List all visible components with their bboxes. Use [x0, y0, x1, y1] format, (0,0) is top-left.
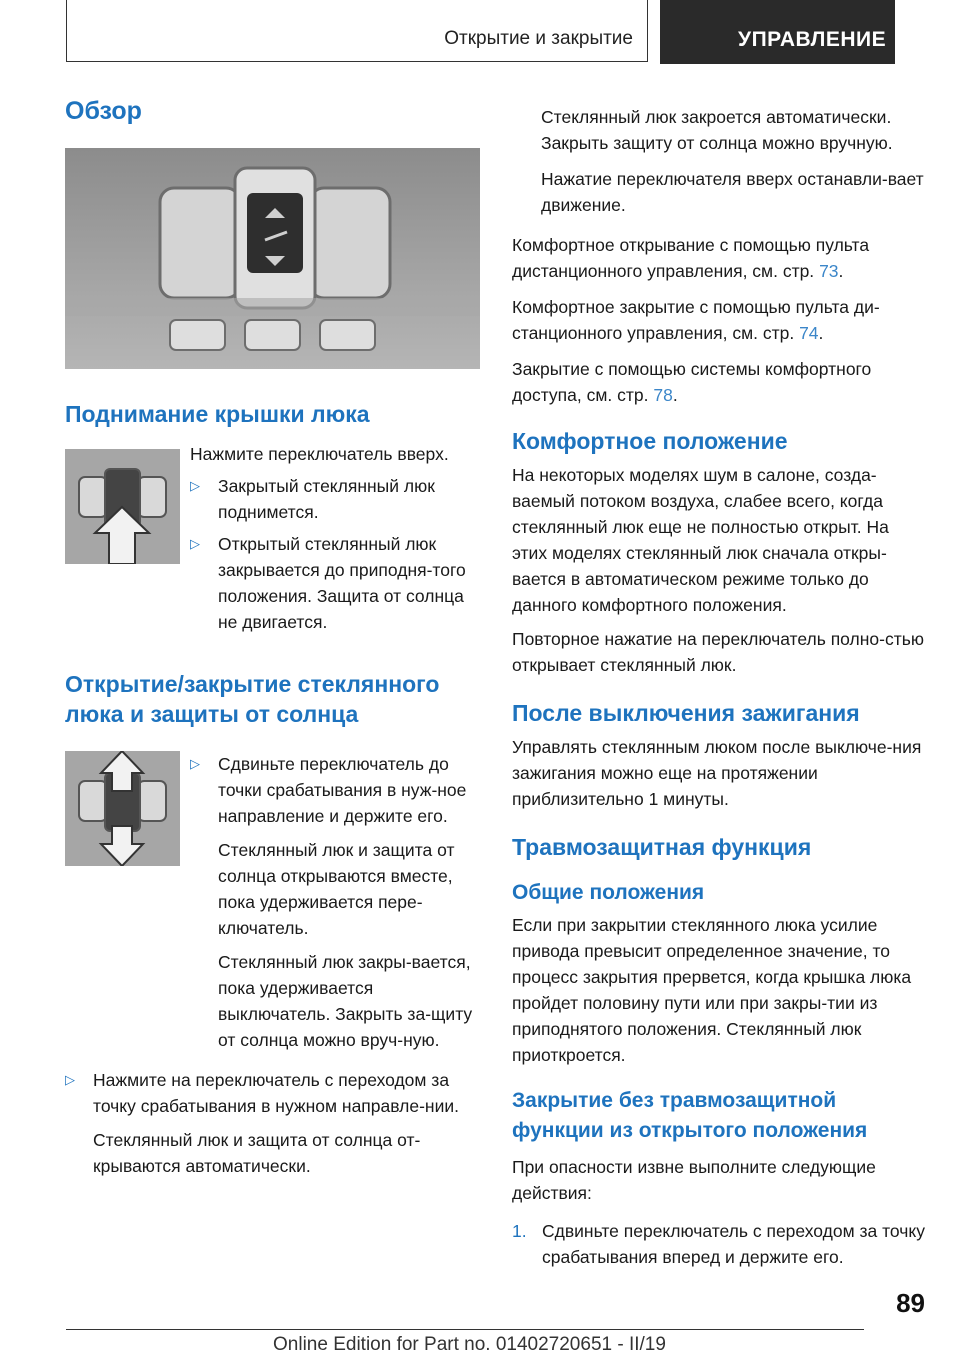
edition-text: Online Edition for Part no. 01402720651 - II/19: [273, 1334, 666, 1355]
page-number: 89: [896, 1288, 925, 1318]
comfort-text: На некоторых моделях шум в салоне, созда-ваемый потоком воздуха, слабее всего, когда стеклянный люк еще не полностью открыт. На этих моделях стеклянный люк сначала откры-вается в автоматическом режиме только до данного комфортного положения.: [512, 465, 889, 615]
switch-up-illustration: [65, 449, 180, 564]
general-heading: Общие положения: [512, 881, 705, 904]
page-link[interactable]: 74: [799, 323, 819, 343]
overview-heading: Обзор: [65, 97, 142, 125]
section-title: УПРАВЛЕНИЕ: [738, 28, 887, 51]
reference-text: Закрытие с помощью системы комфортного доступа, см. стр.: [512, 359, 872, 405]
switch-slide-illustration: [65, 751, 180, 866]
reference-3: Закрытие с помощью системы комфортного доступа, см. стр. 78.: [512, 359, 872, 405]
close-text: При опасности извне выполните следующие действия:: [512, 1157, 876, 1203]
reference-text: Комфортное открывание с помощью пульта дистанционного управления, см. стр.: [512, 235, 870, 281]
continued-text: Нажатие переключателя вверх останавли-вает движение.: [541, 169, 924, 215]
anti-trap-heading: Травмозащитная функция: [512, 834, 812, 860]
open-bullet-2: [65, 1067, 480, 1179]
step-1: [512, 1218, 927, 1270]
triangle-right-icon: ▷: [190, 536, 200, 551]
roof-console-photo: [65, 148, 480, 369]
open-bullet-note: Стеклянный люк и защита от солнца открываются вместе, пока удерживается пере-ключатель.: [218, 840, 455, 938]
page-link[interactable]: 78: [653, 385, 673, 405]
lift-bullet-2: [190, 531, 480, 635]
close-without-protection-heading: Закрытие без травмозащитной функции из открытого положения: [512, 1089, 868, 1142]
open-bullet-text: Нажмите на переключатель с переходом за точку срабатывания в нужном направле-нии.: [93, 1070, 459, 1116]
open-bullet-note: Стеклянный люк закры-вается, пока удерживается выключатель. Закрыть за-щиту от солнца можно вруч-ную.: [218, 952, 473, 1050]
open-bullet-note: Стеклянный люк и защита от солнца от-крываются автоматически.: [93, 1130, 421, 1176]
lift-bullet-text: Закрытый стеклянный люк поднимется.: [218, 476, 435, 522]
chapter-tab: [66, 0, 648, 62]
open-bullet-text: Сдвиньте переключатель до точки срабатывания в нуж-ное направление и держите его.: [218, 754, 467, 826]
lift-intro: Нажмите переключатель вверх.: [190, 444, 449, 464]
right-column: [512, 104, 927, 1270]
lift-bullet-1: [190, 473, 480, 525]
step-number: 1.: [512, 1221, 527, 1241]
lift-heading: Поднимание крышки люка: [65, 401, 370, 427]
reference-text: Комфортное закрытие с помощью пульта ди-станционного управления, см. стр.: [512, 297, 880, 343]
triangle-right-icon: ▷: [65, 1072, 75, 1087]
page-header: [66, 0, 895, 64]
reference-2: Комфортное закрытие с помощью пульта ди-станционного управления, см. стр. 74.: [512, 297, 880, 343]
triangle-right-icon: ▷: [190, 756, 200, 771]
after-ignition-text: Управлять стеклянным люком после выключе-ния зажигания можно еще на протяжении приблизительно 1 минуты.: [512, 737, 922, 809]
section-tab: [660, 0, 895, 64]
comfort-heading: Комфортное положение: [512, 428, 788, 454]
open-close-heading: Открытие/закрытие стеклянного люка и защиты от солнца: [65, 671, 440, 727]
step-text: Сдвиньте переключатель с переходом за точку срабатывания вперед и держите его.: [542, 1221, 926, 1267]
after-ignition-heading: После выключения зажигания: [512, 700, 860, 726]
footer-divider: [66, 1329, 864, 1330]
left-column: [65, 96, 480, 1185]
triangle-right-icon: ▷: [190, 478, 200, 493]
reference-1: Комфортное открывание с помощью пульта дистанционного управления, см. стр. 73.: [512, 235, 870, 281]
page-link[interactable]: 73: [819, 261, 839, 281]
continued-text: Стеклянный люк закроется автоматически. Закрыть защиту от солнца можно вручную.: [541, 107, 893, 153]
hand-pointer-icon: [896, 24, 922, 54]
general-text: Если при закрытии стеклянного люка усилие привода превысит определенное значение, то процесс закрытия прервется, когда крышка люка пройдет половину пути или при закры-тии из приподнятого положения. Стеклянный люк приоткроется.: [512, 915, 912, 1065]
chapter-title: Открытие и закрытие: [444, 28, 633, 49]
comfort-text: Повторное нажатие на переключатель полно-стью открывает стеклянный люк.: [512, 629, 924, 675]
open-bullet-1: [190, 751, 480, 1053]
lift-bullet-text: Открытый стеклянный люк закрывается до приподня-того положения. Защита от солнца не двигается.: [218, 534, 466, 632]
